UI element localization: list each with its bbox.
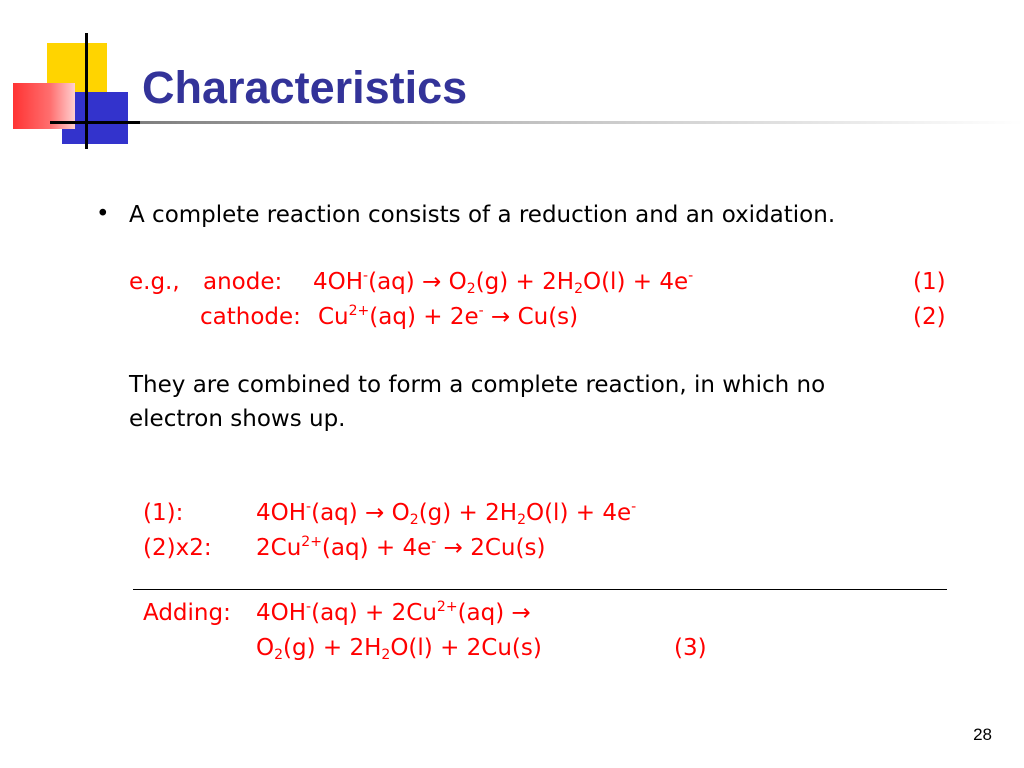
- cathode-equation: $Cu^{2+}(aq) + 2e^- \to Cu(s)$: [318, 303, 579, 330]
- title-underline: [140, 121, 1024, 124]
- right-arrow-icon: →: [365, 500, 385, 526]
- right-arrow-icon: →: [443, 535, 463, 561]
- bullet-text: A complete reaction consists of a reduction and an oxidation.: [129, 202, 836, 228]
- slide-logo-decoration: [0, 0, 150, 160]
- step-1-label: (1):: [143, 500, 184, 526]
- step-1-equation: $4OH^-(aq) \to O_2(g) + 2H_2O(l) + 4e^-$: [256, 499, 637, 528]
- anode-equation: $4OH^-(aq) \to O_2(g) + 2H_2O(l) + 4e^-$: [313, 268, 694, 297]
- bullet-icon: •: [96, 201, 110, 227]
- anode-equation-number: (1): [913, 269, 946, 295]
- combined-text-line-2: electron shows up.: [129, 406, 346, 432]
- slide-title: Characteristics: [142, 62, 468, 113]
- logo-horizontal-line: [50, 121, 140, 124]
- adding-label: Adding:: [143, 600, 231, 626]
- sum-divider-line: [133, 589, 947, 590]
- page-number: 28: [973, 725, 992, 744]
- step-2-label: (2)x2:: [143, 535, 212, 561]
- adding-equation-number: (3): [674, 635, 707, 661]
- cathode-equation-number: (2): [913, 304, 946, 330]
- right-arrow-icon: →: [511, 600, 531, 626]
- cathode-label: cathode:: [200, 304, 301, 330]
- step-2-equation: $2Cu^{2+}(aq) + 4e^- \to 2Cu(s)$: [256, 534, 546, 561]
- right-arrow-icon: →: [490, 304, 511, 330]
- example-prefix: e.g.,: [129, 269, 180, 295]
- combined-text-line-1: They are combined to form a complete reaction, in which no: [129, 372, 826, 398]
- logo-vertical-line: [85, 33, 88, 149]
- adding-equation-line-1: $4OH^-(aq) + 2Cu^{2+}(aq)$ →: [256, 599, 531, 626]
- adding-equation-line-2: $O_2(g) + 2H_2O(l) + 2Cu(s)$: [256, 635, 542, 663]
- right-arrow-icon: →: [422, 269, 442, 295]
- anode-label: anode:: [203, 269, 283, 295]
